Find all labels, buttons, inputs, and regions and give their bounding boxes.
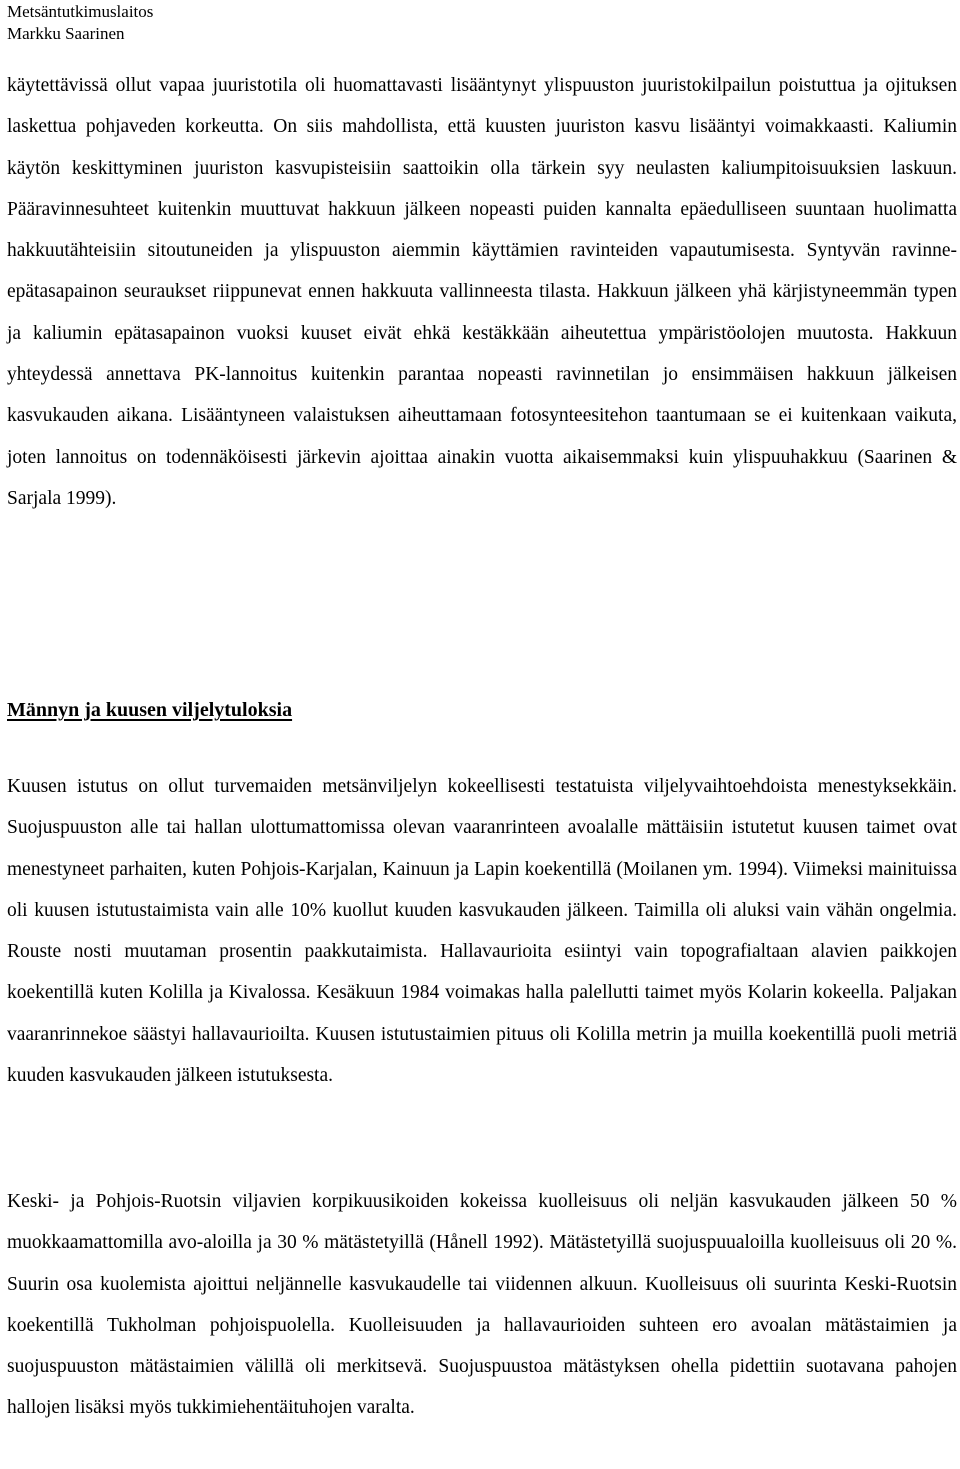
institution-name: Metsäntutkimuslaitos — [7, 2, 154, 21]
author-name: Markku Saarinen — [7, 24, 125, 43]
page-header — [7, 1, 153, 45]
body-paragraph: Keski- ja Pohjois-Ruotsin viljavien korpikuusikoiden kokeissa kuolleisuus oli neljän kasvukauden jälkeen 50 % muokkaamattomilla avo-aloilla ja 30 % mätästetyillä (Hånell 1992). Mätästetyillä suojuspuualoilla kuolleisuus oli 20 %. Suurin osa kuolemista ajoittui neljännelle kasvukaudelle tai viidennen alkuun. Kuolleisuus oli suurinta Keski-Ruotsin koekentillä Tukholman pohjoispuolella. Kuolleisuuden ja hallavaurioiden suhteen ero avoalan mätästaimien ja suojuspuuston mätästaimien välillä oli merkitsevä. Suojuspuustoa mätästyksen ohella pidettiin suotavana pahojen hallojen lisäksi myös tukkimiehentäituhojen varalta. — [7, 1191, 957, 1419]
body-paragraph: Kuusen istutus on ollut turvemaiden metsänviljelyn kokeellisesti testatuista viljelyvaihtoehdoista menestyksekkäin. Suojuspuuston alle tai hallan ulottumattomissa olevan vaaranrinteen avoalalle mättäisiin istutetut kuusen taimet ovat menestyneet parhaiten, kuten Pohjois-Karjalan, Kainuun ja Lapin koekentillä (Moilanen ym. 1994). Viimeksi mainituissa oli kuusen istutustaimista vain alle 10% kuollut kuuden kasvukauden jälkeen. Taimilla oli aluksi vain vähän ongelmia. Rouste nosti muutaman prosentin paakkutaimista. Hallavaurioita esiintyi vain topografialtaan alavien paikkojen koekentillä kuten Kolilla ja Kivalossa. Kesäkuun 1984 voimakas halla palellutti taimet myös Kolarin kokeella. Paljakan vaaranrinnekoe säästyi hallavaurioilta. Kuusen istutustaimien pituus oli Kolilla metrin ja muilla koekentillä puoli metriä kuuden kasvukauden jälkeen istutuksesta. — [7, 776, 957, 1087]
body-paragraph: käytettävissä ollut vapaa juuristotila oli huomattavasti lisääntynyt ylispuuston juuristokilpailun poistuttua ja ojituksen laskettua pohjaveden korkeutta. On siis mahdollista, että kuusten juuriston kasvu lisääntyi voimakkaasti. Kaliumin käytön keskittyminen juuriston kasvupisteisiin saattoikin olla tärkein syy neulasten kaliumpitoisuuksien laskuun. Pääravinnesuhteet kuitenkin muuttuvat hakkuun jälkeen nopeasti puiden kannalta epäedulliseen suuntaan huolimatta hakkuutähteisiin sitoutuneiden ja ylispuuston aiemmin käyttämien ravinteiden vapautumisesta. Syntyvän ravinne-epätasapainon seuraukset riippunevat ennen hakkuuta vallinneesta tilasta. Hakkuun jälkeen yhä kärjistyneemmän typen ja kaliumin epätasapainon vuoksi kuuset eivät ehkä kestäkkään aiheutettua ympäristöolojen muutosta. Hakkuun yhteydessä annettava PK-lannoitus kuitenkin parantaa nopeasti ravinnetilan jo ensimmäisen hakkuun jälkeisen kasvukauden aikana. Lisääntyneen valaistuksen aiheuttamaan fotosynteesitehon taantumaan se ei kuitenkaan vaikuta, joten lannoitus on todennäköisesti järkevin ajoittaa ainakin vuotta aikaisemmaksi kuin ylispuuhakkuu (Saarinen & Sarjala 1999). — [7, 75, 957, 509]
section-heading: Männyn ja kuusen viljelytuloksia — [7, 699, 293, 721]
